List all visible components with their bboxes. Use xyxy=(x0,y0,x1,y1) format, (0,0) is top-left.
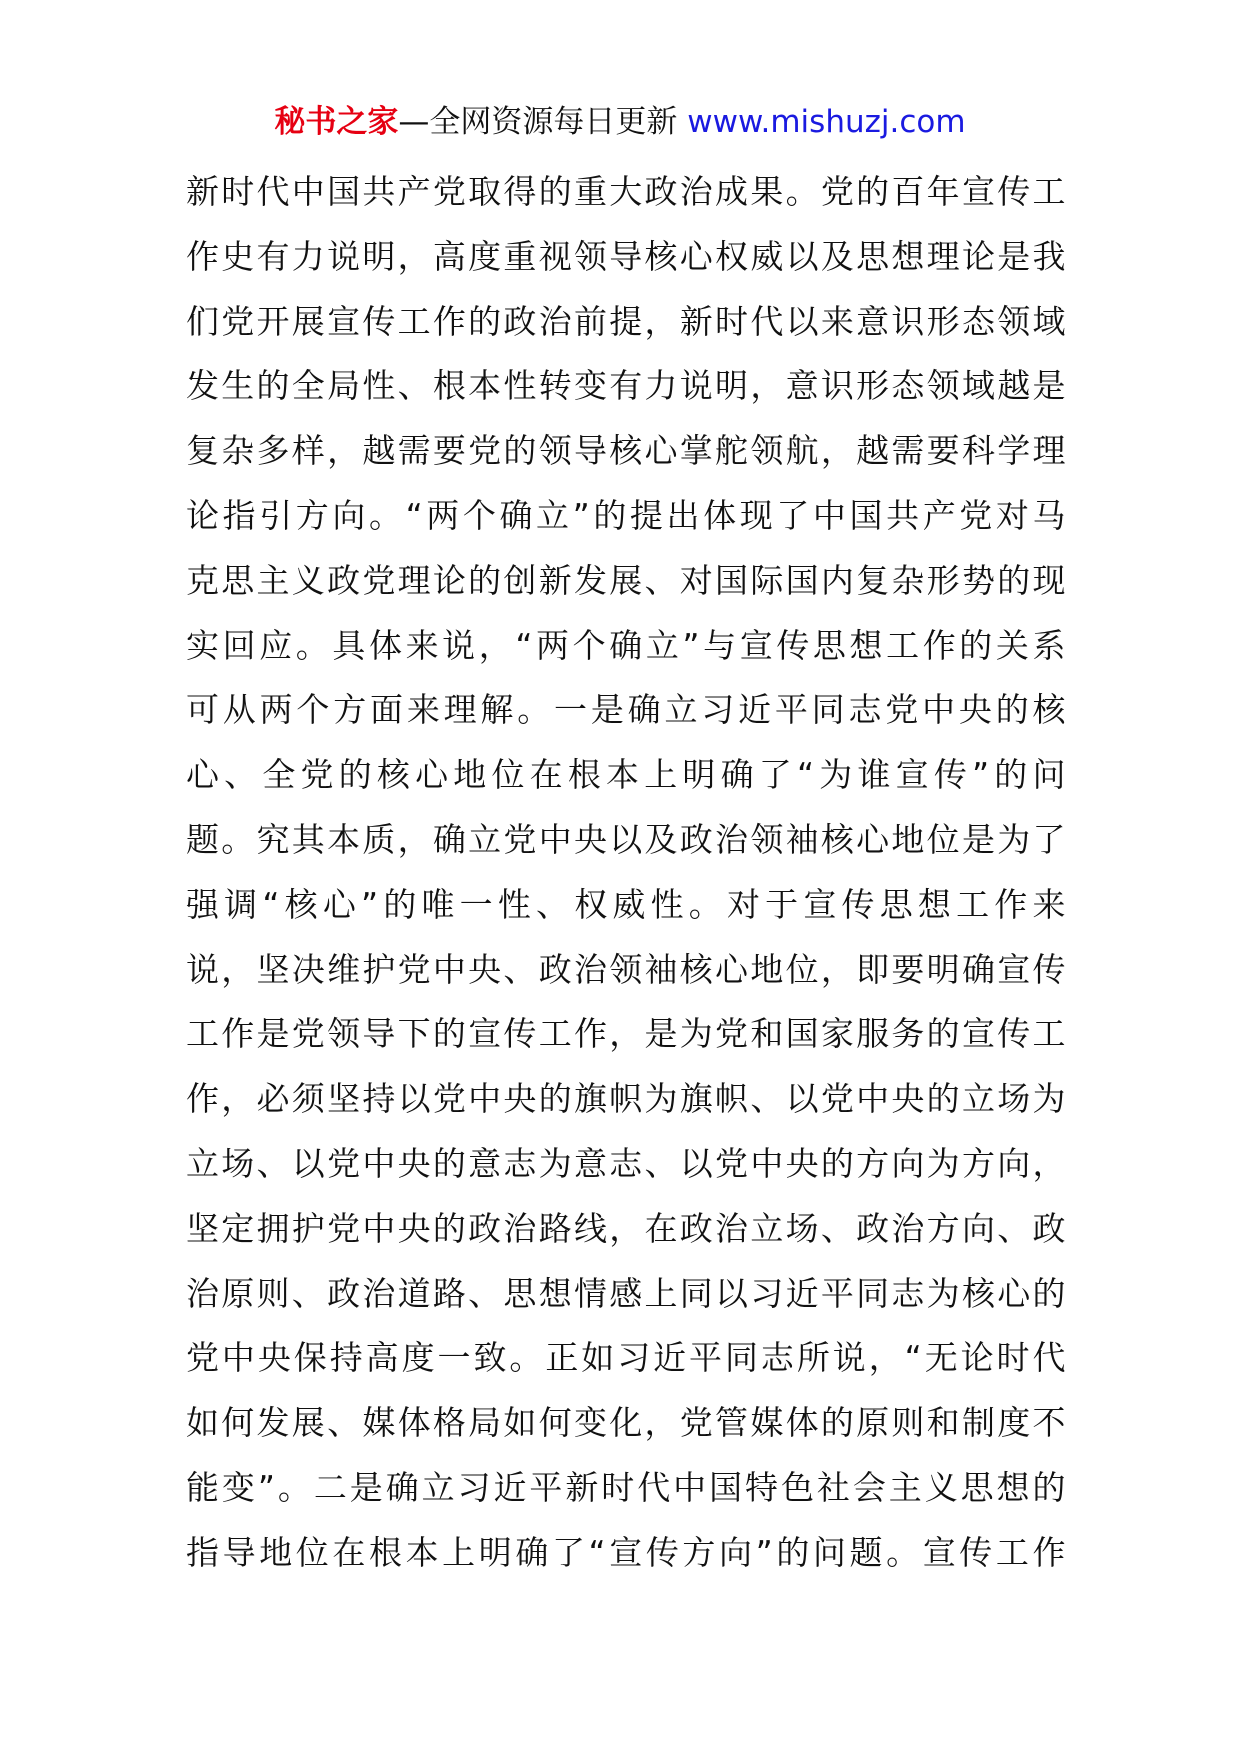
text-line: 论指引方向。“两个确立”的提出体现了中国共产党对马 xyxy=(186,495,1066,535)
text-line: 心、全党的核心地位在根本上明确了“为谁宣传”的问 xyxy=(186,755,1066,795)
text-line: 能变”。二是确立习近平新时代中国特色社会主义思想的 xyxy=(186,1467,1066,1507)
page-header xyxy=(0,100,1240,144)
text-line: 说，坚决维护党中央、政治领袖核心地位，即要明确宣传 xyxy=(186,949,1066,989)
text-line: 坚定拥护党中央的政治路线，在政治立场、政治方向、政 xyxy=(186,1208,1066,1248)
text-line: 工作是党领导下的宣传工作，是为党和国家服务的宣传工 xyxy=(186,1014,1066,1054)
text-line: 指导地位在根本上明确了“宣传方向”的问题。宣传工作 xyxy=(186,1532,1066,1572)
text-line: 如何发展、媒体格局如何变化，党管媒体的原则和制度不 xyxy=(186,1403,1066,1443)
text-line: 治原则、政治道路、思想情感上同以习近平同志为核心的 xyxy=(186,1273,1066,1313)
text-line: 新时代中国共产党取得的重大政治成果。党的百年宣传工 xyxy=(186,172,1066,211)
text-line: 复杂多样，越需要党的领导核心掌舵领航，越需要科学理 xyxy=(186,431,1066,471)
text-line: 立场、以党中央的意志为意志、以党中央的方向为方向， xyxy=(186,1143,1066,1183)
text-line: 党中央保持高度一致。正如习近平同志所说，“无论时代 xyxy=(186,1338,1066,1378)
site-brand: 秘书之家 xyxy=(274,104,399,140)
text-line: 克思主义政党理论的创新发展、对国际国内复杂形势的现 xyxy=(186,560,1066,600)
text-line: 作，必须坚持以党中央的旗帜为旗帜、以党中央的立场为 xyxy=(186,1079,1066,1119)
text-line: 发生的全局性、根本性转变有力说明，意识形态领域越是 xyxy=(186,366,1066,406)
site-slogan: —全网资源每日更新 xyxy=(398,104,688,140)
document-body xyxy=(186,160,1066,1586)
text-line: 实回应。具体来说，“两个确立”与宣传思想工作的关系 xyxy=(186,625,1066,665)
text-line: 强调“核心”的唯一性、权威性。对于宣传思想工作来 xyxy=(186,884,1066,924)
text-line: 们党开展宣传工作的政治前提，新时代以来意识形态领域 xyxy=(186,301,1066,341)
text-line: 题。究其本质，确立党中央以及政治领袖核心地位是为了 xyxy=(186,819,1066,859)
site-url-link[interactable]: www.mishuzj.com xyxy=(687,104,966,140)
text-line: 作史有力说明，高度重视领导核心权威以及思想理论是我 xyxy=(186,236,1066,276)
text-line: 可从两个方面来理解。一是确立习近平同志党中央的核 xyxy=(186,690,1066,730)
